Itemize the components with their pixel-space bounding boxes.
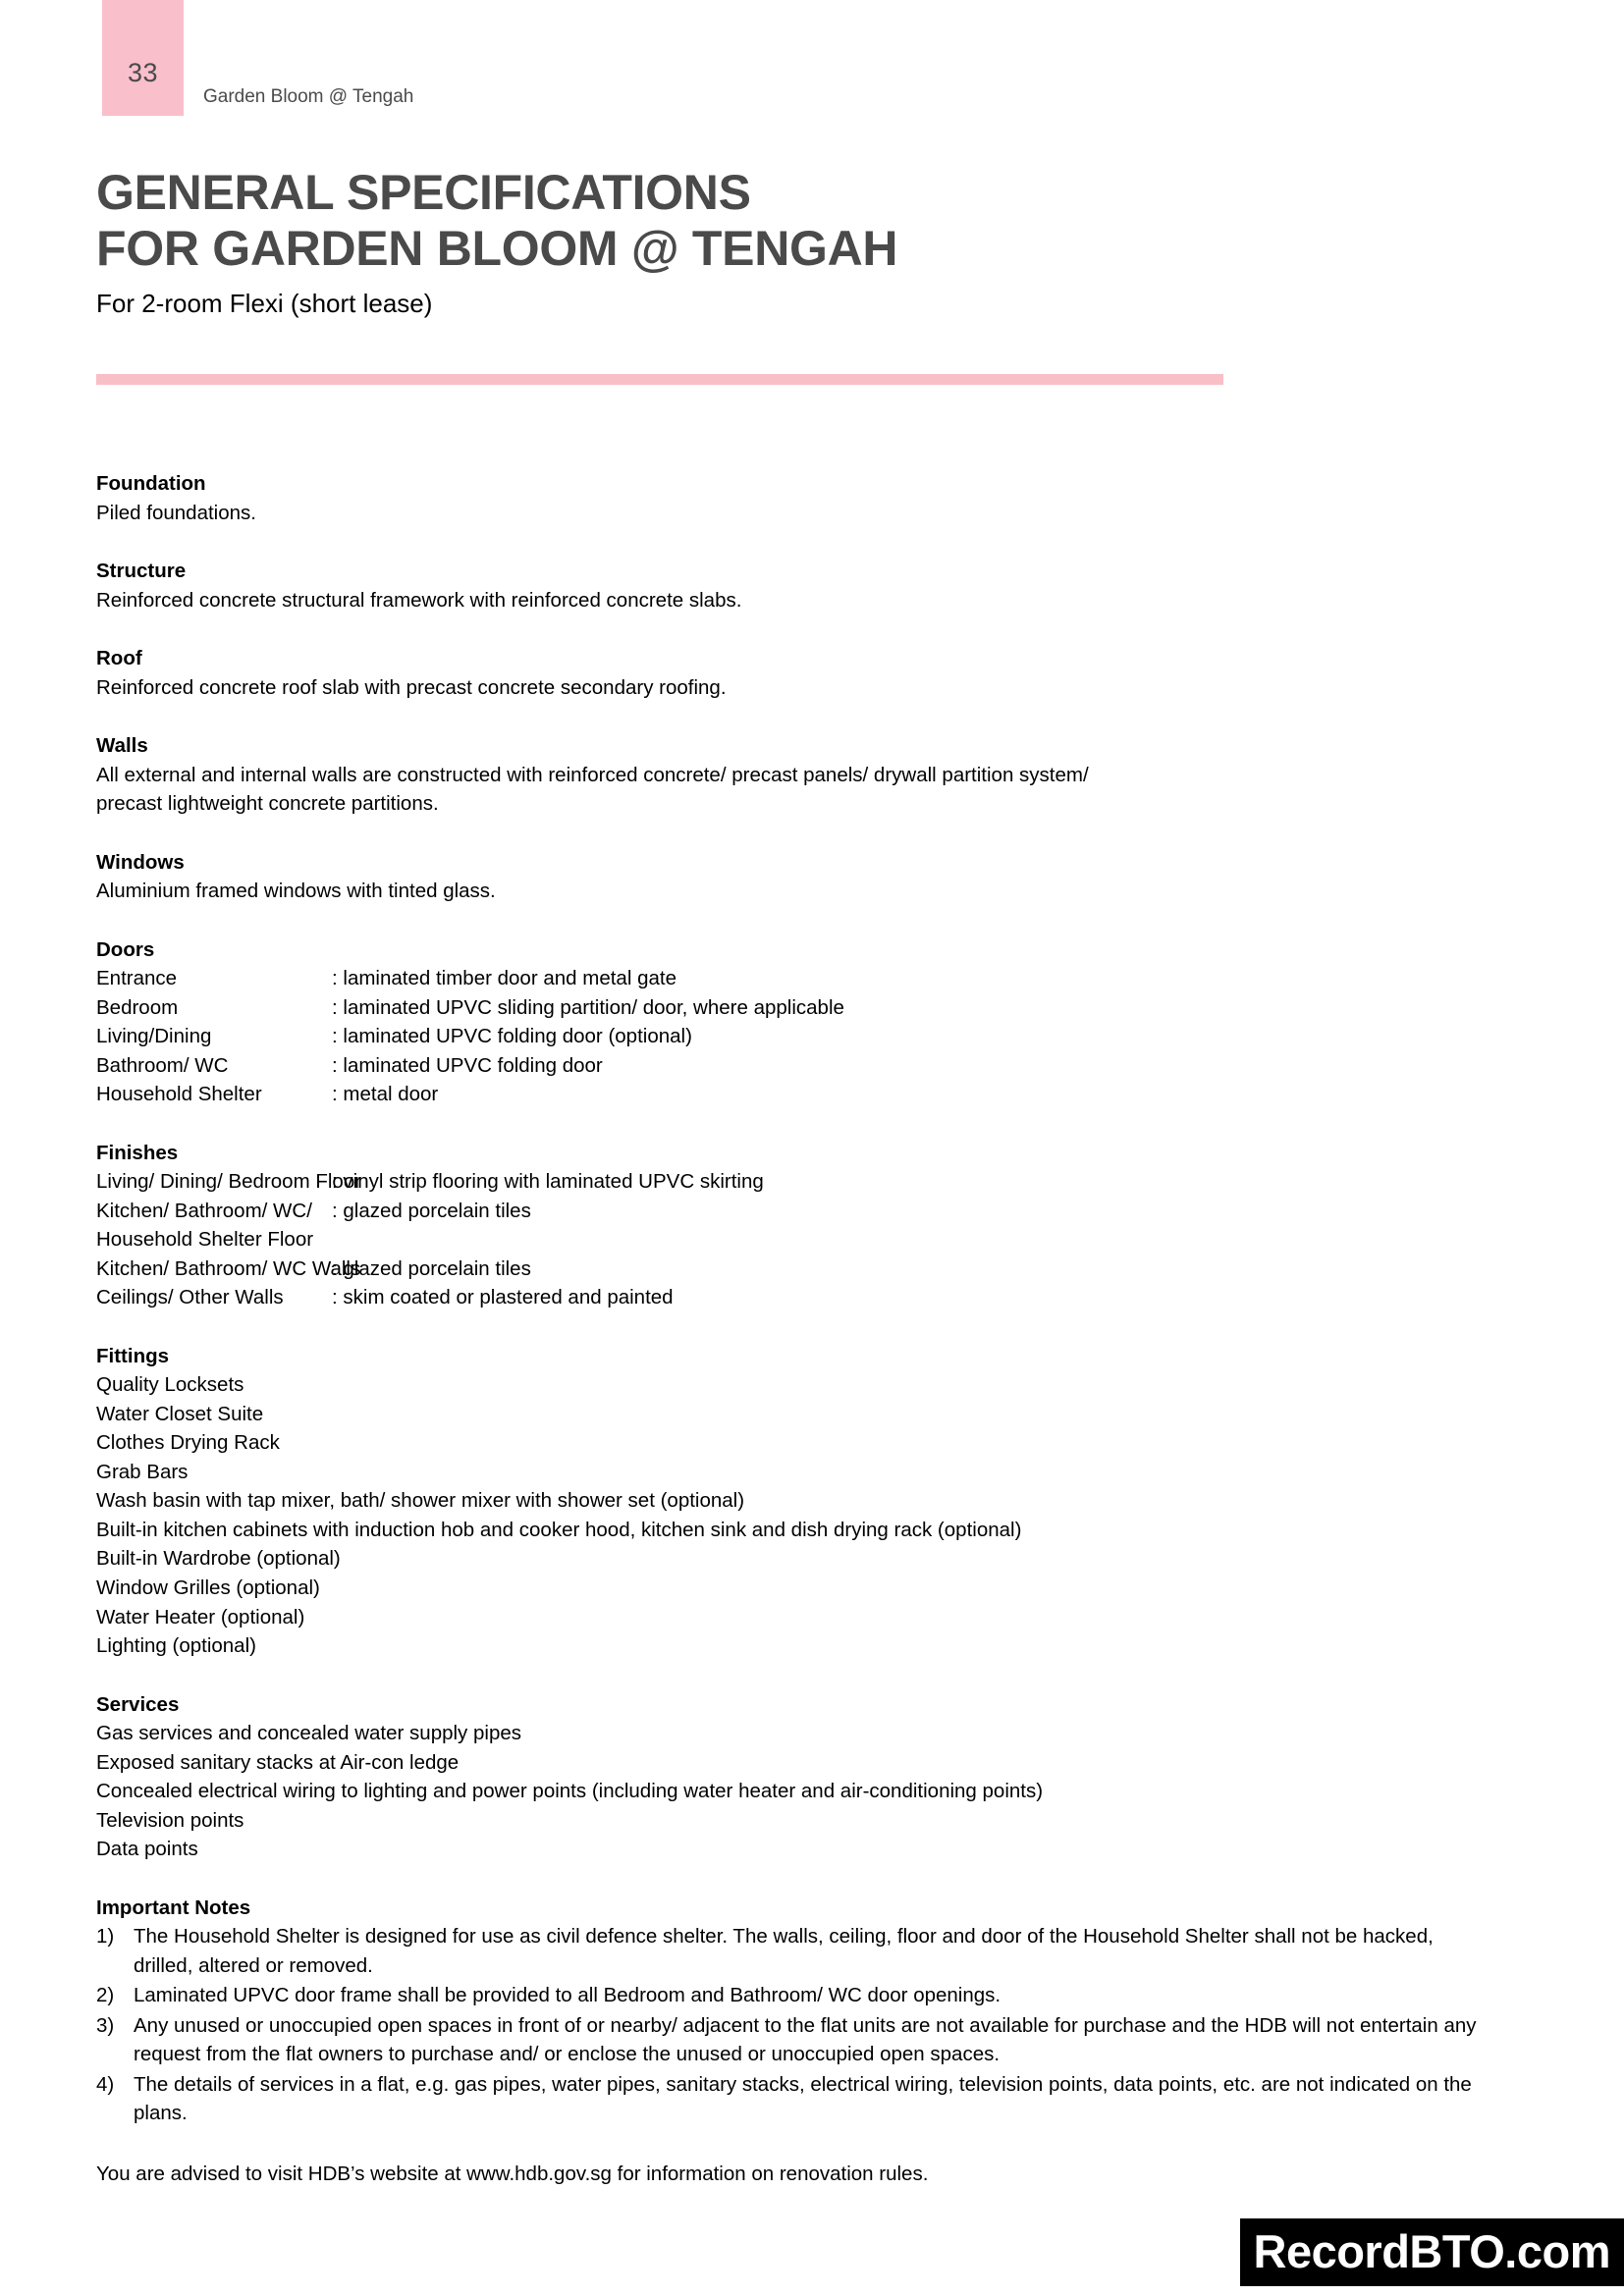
section-structure [96, 557, 1490, 614]
spec-row [96, 1080, 1490, 1109]
header-project-name: Garden Bloom @ Tengah [203, 86, 414, 107]
note-number: 2) [96, 1984, 115, 2007]
section-heading-important-notes: Important Notes [96, 1896, 251, 1919]
section-body-roof: Reinforced concrete roof slab with precast concrete secondary roofing. [96, 675, 727, 699]
watermark: RecordBTO.com [1240, 2218, 1624, 2286]
list-item: Quality Locksets [96, 1373, 244, 1397]
section-heading-fittings: Fittings [96, 1344, 170, 1367]
list-item: Grab Bars [96, 1460, 189, 1483]
page-title-line2: FOR GARDEN BLOOM @ TENGAH [96, 221, 898, 276]
section-body-foundation: Piled foundations. [96, 501, 256, 524]
list-item: Television points [96, 1808, 244, 1832]
spec-value: : laminated UPVC sliding partition/ door, where applicable [332, 995, 844, 1019]
section-body-structure: Reinforced concrete structural framework with reinforced concrete slabs. [96, 588, 742, 612]
spec-row [96, 1051, 1490, 1081]
title-block [96, 165, 1471, 319]
list-item: Clothes Drying Rack [96, 1431, 280, 1455]
list-item: Lighting (optional) [96, 1634, 256, 1658]
spec-label: Household Shelter [96, 1083, 262, 1106]
section-doors [96, 935, 1490, 1109]
spec-row [96, 1022, 1490, 1051]
spec-value: : glazed porcelain tiles [332, 1256, 531, 1280]
spec-row [96, 1283, 1490, 1312]
spec-label: Ceilings/ Other Walls [96, 1286, 284, 1309]
note-text: Laminated UPVC door frame shall be provided to all Bedroom and Bathroom/ WC door openings. [134, 1984, 1001, 2007]
spec-label: Household Shelter Floor [96, 1228, 314, 1252]
spec-label: Kitchen/ Bathroom/ WC Walls [96, 1256, 361, 1280]
spec-label: Bathroom/ WC [96, 1053, 229, 1077]
section-body-windows: Aluminium framed windows with tinted glass. [96, 880, 496, 903]
list-item: Water Closet Suite [96, 1402, 264, 1425]
spec-value: : metal door [332, 1083, 439, 1106]
page-number: 33 [127, 58, 159, 87]
section-fittings [96, 1342, 1490, 1661]
spec-value: : laminated UPVC folding door (optional) [332, 1025, 692, 1048]
list-item: Exposed sanitary stacks at Air-con ledge [96, 1750, 460, 1774]
note-text: The Household Shelter is designed for use as civil defence shelter. The walls, ceiling, floor and door of the Household Shelter shall not be hacked, drilled, altered or removed. [134, 1925, 1434, 1977]
numbered-note [96, 2011, 1490, 2069]
spec-label: Kitchen/ Bathroom/ WC/ [96, 1199, 312, 1222]
section-heading-windows: Windows [96, 850, 185, 874]
spec-label: Living/Dining [96, 1025, 212, 1048]
section-finishes [96, 1139, 1490, 1312]
spec-value: : laminated UPVC folding door [332, 1053, 603, 1077]
section-heading-doors: Doors [96, 937, 155, 961]
spec-row [96, 993, 1490, 1023]
spec-value: : glazed porcelain tiles [332, 1199, 531, 1222]
list-item: Data points [96, 1838, 198, 1861]
spec-row [96, 1197, 1490, 1226]
section-heading-services: Services [96, 1692, 180, 1716]
list-item: Built-in Wardrobe (optional) [96, 1547, 341, 1571]
section-body-walls-line1: All external and internal walls are constructed with reinforced concrete/ precast panels/ drywall partition system/ [96, 763, 1089, 786]
page-subtitle: For 2-room Flexi (short lease) [96, 289, 433, 318]
section-heading-structure: Structure [96, 560, 187, 583]
numbered-note [96, 2070, 1490, 2128]
page-title-line1: GENERAL SPECIFICATIONS [96, 165, 751, 220]
spec-label: Entrance [96, 967, 178, 990]
spec-row [96, 1225, 1490, 1255]
numbered-note [96, 1981, 1490, 2010]
note-number: 1) [96, 1925, 115, 1949]
note-text: The details of services in a flat, e.g. gas pipes, water pipes, sanitary stacks, electrical wiring, television points, data points, etc. are not indicated on the plans. [134, 2072, 1472, 2125]
spec-value: : laminated timber door and metal gate [332, 967, 677, 990]
section-walls [96, 731, 1490, 819]
note-text: Any unused or unoccupied open spaces in front of or nearby/ adjacent to the flat units are not available for purchase and the HDB will not entertain any request from the flat owners to purchase and/ or enclose the unused or unoccupied open spaces. [134, 2013, 1477, 2066]
section-important-notes [96, 1894, 1490, 2189]
spec-row [96, 964, 1490, 993]
list-item: Water Heater (optional) [96, 1605, 305, 1629]
specifications-body [96, 469, 1490, 2188]
section-windows [96, 848, 1490, 906]
spec-row [96, 1255, 1490, 1284]
list-item: Wash basin with tap mixer, bath/ shower mixer with shower set (optional) [96, 1489, 745, 1513]
section-roof [96, 644, 1490, 702]
closing-note: You are advised to visit HDB’s website at www.hdb.gov.sg for information on renovation rules. [96, 2162, 929, 2185]
section-foundation [96, 469, 1490, 527]
section-body-walls-line2: precast lightweight concrete partitions. [96, 792, 439, 816]
spec-value: : vinyl strip flooring with laminated UPVC skirting [332, 1170, 764, 1194]
note-number: 4) [96, 2072, 115, 2096]
page-header [0, 0, 1624, 118]
section-heading-walls: Walls [96, 734, 148, 758]
spec-value: : skim coated or plastered and painted [332, 1286, 674, 1309]
numbered-note [96, 1922, 1490, 1980]
note-number: 3) [96, 2013, 115, 2037]
list-item: Gas services and concealed water supply pipes [96, 1722, 522, 1745]
section-heading-foundation: Foundation [96, 472, 206, 495]
title-divider-rule [96, 374, 1223, 385]
list-item: Window Grilles (optional) [96, 1575, 320, 1599]
section-services [96, 1690, 1490, 1864]
list-item: Concealed electrical wiring to lighting and power points (including water heater and air-conditioning points) [96, 1780, 1044, 1803]
spec-label: Living/ Dining/ Bedroom Floor [96, 1170, 362, 1194]
section-heading-roof: Roof [96, 647, 142, 670]
spec-label: Bedroom [96, 995, 179, 1019]
section-heading-finishes: Finishes [96, 1141, 179, 1164]
list-item: Built-in kitchen cabinets with induction hob and cooker hood, kitchen sink and dish drying rack (optional) [96, 1518, 1022, 1541]
spec-row [96, 1167, 1490, 1197]
